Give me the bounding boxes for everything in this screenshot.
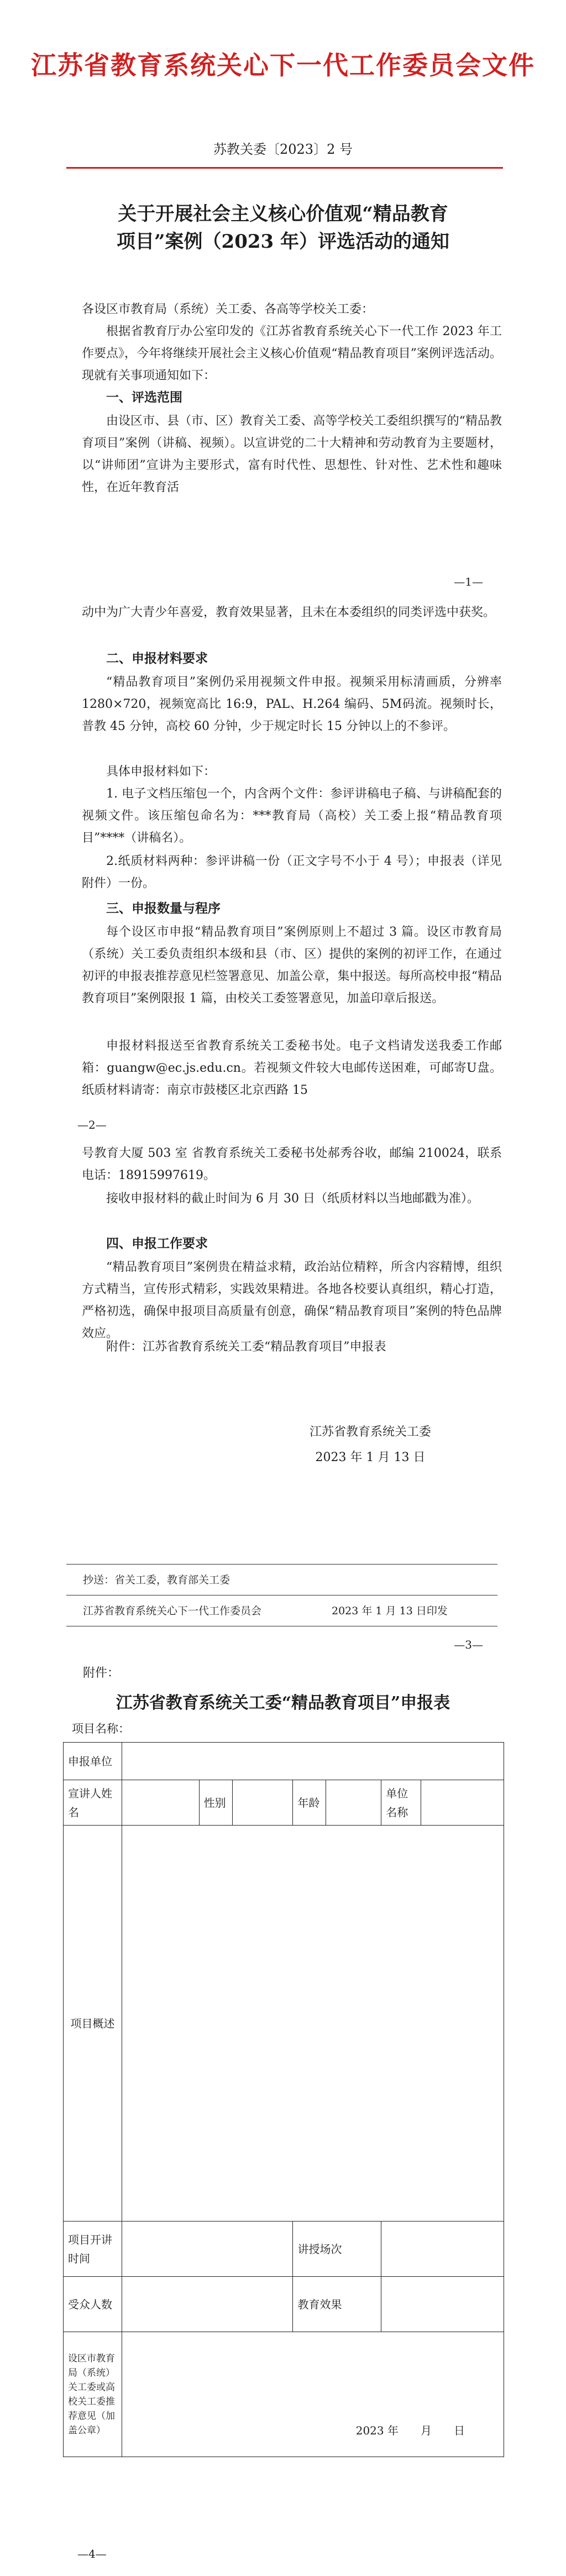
unit-field[interactable] <box>122 1743 504 1780</box>
speaker-name-field[interactable] <box>122 1780 199 1826</box>
attachment-label: 附件： <box>83 1666 120 1680</box>
effect-field[interactable] <box>381 2277 504 2332</box>
cc-top-rule <box>66 1564 497 1565</box>
speaker-name-label: 宣讲人姓 名 <box>64 1780 122 1826</box>
sessions-label: 讲授场次 <box>293 2222 381 2277</box>
project-name-label: 项目名称： <box>72 1722 130 1735</box>
form-title: 江苏省教育系统关工委“精品教育项目”申报表 <box>116 1693 450 1713</box>
red-divider <box>66 167 503 169</box>
form-row-time <box>64 2222 504 2277</box>
signature-date: 2023 年 1 月 13 日 <box>315 1451 426 1464</box>
form-row-speaker <box>64 1780 504 1826</box>
start-time-label: 项目开讲时间 <box>64 2222 122 2277</box>
section2-paragraph1: “精品教育项目”案例仍采用视频文件申报。视频采用标清画质，分辨率 1280×720，视频宽高比 16:9，PAL、H.264 编码、5M码流。视频时长，普教 45 分钟，高校 60 分钟，少于规定时长 15 分钟以上的不参评。 <box>82 675 502 733</box>
work-unit-field[interactable] <box>421 1780 504 1826</box>
section4-paragraph: “精品教育项目”案例贵在精益求精，政治站位精粹，所含内容精博，组织方式精当，宣传形式精彩，实践效果精进。各地各校要认真组织，精心打造，严格初选，确保申报项目高质量有创意，确保“精品教育项目”案例的特色品牌效应。 <box>82 1260 502 1341</box>
audience-label: 受众人数 <box>64 2277 122 2332</box>
sign-date: 2023 年 月 日 <box>355 2424 465 2437</box>
unit-label: 申报单位 <box>64 1743 122 1780</box>
section3-paragraph2: 申报材料报送至省教育系统关工委秘书处。电子文档请发送我委工作邮箱：guangw@ec.js.edu.cn。若视频文件较大电邮传送困难，可邮寄U盘。纸质材料请寄：南京市鼓楼区北京西路 15 <box>82 1039 502 1097</box>
issue-date: 2023 年 1 月 13 日印发 <box>332 1605 448 1617</box>
section2-heading: 二、申报材料要求 <box>106 651 208 666</box>
age-field[interactable] <box>326 1780 381 1826</box>
section3-heading: 三、申报数量与程序 <box>106 901 221 916</box>
start-time-field[interactable] <box>122 2222 293 2277</box>
gender-label: 性别 <box>199 1780 232 1826</box>
page3-continuation: 号教育大厦 503 室 省教育系统关工委秘书处郝秀谷收，邮编 210024，联系电话：18915997619。 <box>82 1146 502 1182</box>
form-row-overview <box>64 1826 504 2222</box>
audience-field[interactable] <box>122 2277 293 2332</box>
section4-heading: 四、申报工作要求 <box>106 1236 208 1251</box>
application-form-table <box>63 1742 504 2457</box>
deadline-paragraph: 接收申报材料的截止时间为 6 月 30 日（纸质材料以当地邮戳为准）。 <box>106 1192 479 1206</box>
intro-paragraph: 根据省教育厅办公室印发的《江苏省教育系统关心下一代工作 2023 年工作要点》，今年将继续开展社会主义核心价值观“精品教育项目”案例评选活动。现就有关事项通知如下： <box>82 325 502 383</box>
doc-title <box>0 200 566 255</box>
sessions-field[interactable] <box>381 2222 504 2277</box>
org-title: 江苏省教育系统关心下一代工作委员会文件 <box>31 50 535 80</box>
attachment-note: 附件：江苏省教育系统关工委“精品教育项目”申报表 <box>106 1340 386 1354</box>
age-label: 年龄 <box>293 1780 326 1826</box>
gender-field[interactable] <box>232 1780 293 1826</box>
page-number-3: —3— <box>454 1638 483 1651</box>
doc-number: 苏教关委〔2023〕2 号 <box>213 142 353 157</box>
section2-item2: 2.纸质材料两种：参评讲稿一份（正文字号不小于 4 号）；申报表（详见附件）一份。 <box>82 854 502 890</box>
signature-org: 江苏省教育系统关工委 <box>309 1425 431 1439</box>
doc-title-line1: 关于开展社会主义核心价值观“精品教育 <box>118 203 448 225</box>
cc-line: 抄送：省关工委，教育部关工委 <box>83 1574 230 1586</box>
recommend-label: 设区市教育局（系统）关工委或高校关工委推荐意见（加盖公章） <box>64 2332 122 2457</box>
page-number-4: —4— <box>77 2547 107 2561</box>
salutation: 各设区市教育局（系统）关工委、各高等学校关工委： <box>82 303 374 316</box>
work-unit-label: 单位名称 <box>381 1780 421 1826</box>
overview-label: 项目概述 <box>64 1826 122 2222</box>
overview-field[interactable] <box>122 1826 504 2222</box>
doc-title-line2: 项目”案例（2023 年）评选活动的通知 <box>116 231 450 253</box>
section1-heading: 一、评选范围 <box>106 390 182 405</box>
section1-paragraph: 由设区市、县（市、区）教育关工委、高等学校关工委组织撰写的“精品教育项目”案例（讲稿、视频）。以宣讲党的二十大精神和劳动教育为主要题材，以“讲师团”宣讲为主要形式，富有时代性、思想性、针对性、艺术性和趣味性，在近年教育活 <box>82 414 502 494</box>
page2-continuation: 动中为广大青少年喜爱，教育效果显著，且未在本委组织的同类评选中获奖。 <box>82 606 496 619</box>
section3-paragraph1: 每个设区市申报“精品教育项目”案例原则上不超过 3 篇。设区市教育局（系统）关工委负责组织本级和县（市、区）提供的案例的初评工作，在通过初评的申报表推荐意见栏签署意见、加盖公章，集中报送。每所高校申报“精品教育项目”案例限报 1 篇，由校关工委签署意见，加盖印章后报送。 <box>82 925 502 1005</box>
form-row-audience <box>64 2277 504 2332</box>
form-row-unit <box>64 1743 504 1780</box>
recommend-field[interactable] <box>122 2332 504 2457</box>
page-number-1: —1— <box>454 575 483 588</box>
section2-paragraph2: 具体申报材料如下： <box>106 765 216 779</box>
section2-item1: 1. 电子文档压缩包一个，内含两个文件：参评讲稿电子稿、与讲稿配套的视频文件。该压缩包命名为：***教育局（高校）关工委上报“精品教育项目”****（讲稿名）。 <box>82 787 502 845</box>
form-row-recommend <box>64 2332 504 2457</box>
page-number-2: —2— <box>77 1118 107 1131</box>
effect-label: 教育效果 <box>293 2277 381 2332</box>
issuer: 江苏省教育系统关心下一代工作委员会 <box>83 1605 262 1617</box>
